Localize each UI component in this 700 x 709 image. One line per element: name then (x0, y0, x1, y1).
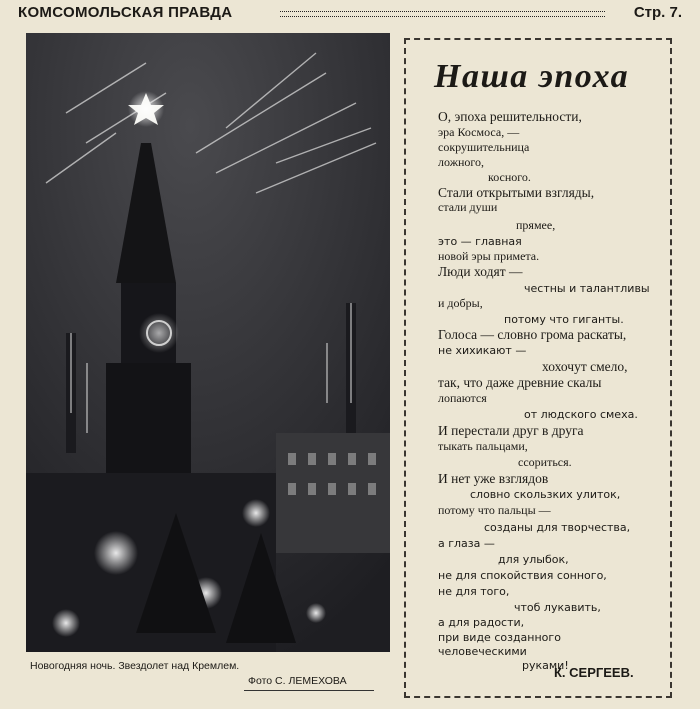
poem-line: сокрушительница (438, 140, 530, 154)
poem-line: И нет уже взглядов (438, 471, 549, 486)
poem-line: честны и талантливы (524, 282, 650, 295)
poem-line: ложного, (438, 155, 485, 169)
poem-line: тыкать пальцами, (438, 439, 528, 453)
poem-line: потому что гиганты. (504, 313, 624, 326)
poem-line: человеческими (438, 645, 527, 658)
poem-line: ссориться. (518, 455, 572, 469)
poem-line: хохочут смело, (542, 359, 628, 374)
poem-line: И перестали друг в друга (438, 423, 584, 438)
poem-line: эра Космоса, — (438, 125, 520, 139)
poem-title: Наша эпоха (434, 58, 630, 95)
poem-line: так, что даже древние скалы (438, 375, 602, 390)
poem-line: Стали открытыми взгляды, (438, 185, 595, 200)
poem-line: руками! (522, 659, 569, 672)
newspaper-header (18, 2, 682, 24)
poem-line: стали души (438, 200, 498, 214)
poem-line: это — главная (438, 235, 522, 248)
poem-line: Люди ходят — (438, 264, 523, 279)
poem-line: при виде созданного (438, 631, 561, 644)
poem-line: потому что пальцы — (438, 503, 551, 517)
page-number: Стр. 7. (633, 4, 682, 21)
caption-text: Новогодняя ночь. Звездолет над Кремлем. (30, 660, 240, 672)
credit-underline (244, 690, 374, 691)
poem-box (404, 38, 672, 698)
poem-line: не хихикают — (438, 344, 527, 357)
poem-line: для улыбок, (498, 553, 569, 566)
poem-line: от людского смеха. (524, 408, 638, 421)
poem-line: О, эпоха решительности, (438, 109, 582, 124)
photo-caption (30, 660, 390, 694)
poem-line: словно скользких улиток, (470, 488, 621, 501)
poem-line: не для спокойствия сонного, (438, 569, 607, 582)
poem-line: а для радости, (438, 616, 525, 629)
header-dotted-rule (280, 11, 605, 17)
poem-line: косного. (488, 170, 531, 184)
poem-line: чтоб лукавить, (514, 601, 601, 614)
poem-line: прямее, (516, 218, 556, 232)
poem-line: лопаются (438, 391, 487, 405)
poem-line: и добры, (438, 296, 483, 310)
poem-author: К. СЕРГЕЕВ. (554, 665, 634, 680)
poem-line: а глаза — (438, 537, 495, 550)
newspaper-masthead: КОМСОМОЛЬСКАЯ ПРАВДА (18, 4, 233, 21)
poem-line: созданы для творчества, (484, 521, 631, 534)
poem-line: не для того, (438, 585, 510, 598)
poem-line: новой эры примета. (438, 249, 540, 263)
photo-credit: Фото С. ЛЕМЕХОВА (248, 675, 347, 687)
poem-line: Голоса — словно грома раскаты, (438, 327, 627, 342)
kremlin-night-photo (26, 33, 390, 652)
